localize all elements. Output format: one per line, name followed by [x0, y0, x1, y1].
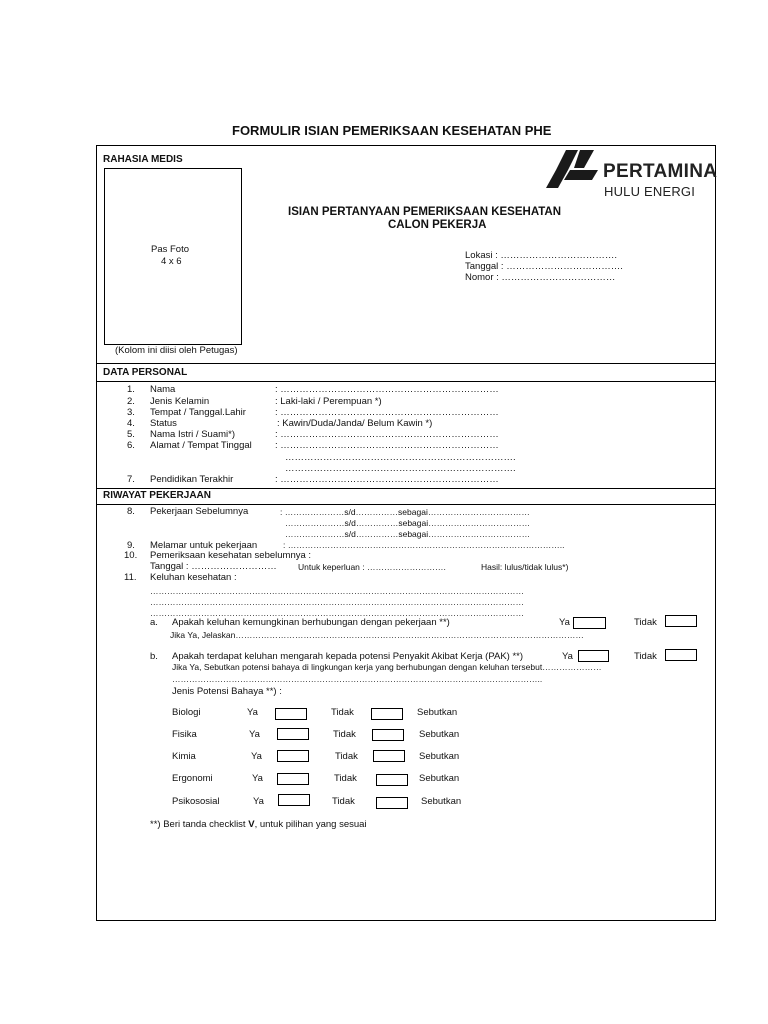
photo-size: 4 x 6	[161, 256, 182, 267]
pekerjaan-sebelumnya-field-3[interactable]: …………………s/d……………sebagai………………………………	[285, 529, 531, 539]
item-number: 7.	[127, 474, 135, 485]
question-a-ya-checkbox[interactable]	[573, 617, 606, 629]
pekerjaan-sebelumnya-field[interactable]: : …………………s/d……………sebagai………………………………	[280, 507, 530, 517]
item-number: 10.	[124, 550, 138, 561]
item-label: Pendidikan Terakhir	[150, 474, 234, 485]
hazard-sebutkan-label: Sebutkan	[419, 729, 460, 740]
hazard-biologi-tidak-checkbox[interactable]	[371, 708, 403, 720]
jenis-kelamin-field[interactable]: : Laki-laki / Perempuan *)	[275, 396, 382, 407]
hazard-tidak-label: Tidak	[333, 729, 356, 740]
divider	[96, 363, 716, 364]
item-label: Melamar untuk pekerjaan	[150, 540, 258, 551]
tanggal-field[interactable]: Tanggal : ……………………………….	[465, 261, 623, 272]
hazard-tidak-label: Tidak	[332, 796, 355, 807]
logo-wordmark: PERTAMINA	[603, 161, 718, 182]
hazard-biologi-ya-checkbox[interactable]	[275, 708, 307, 720]
item-label: Nama	[150, 384, 176, 395]
hazard-ya-label: Ya	[249, 729, 260, 740]
hazard-psikososial-ya-checkbox[interactable]	[278, 794, 310, 806]
question-b-tidak-checkbox[interactable]	[665, 649, 697, 661]
question-b-letter: b.	[150, 651, 158, 662]
hazard-sebutkan-label: Sebutkan	[417, 707, 458, 718]
pemeriksaan-tanggal-field[interactable]: Tanggal : ………………………	[150, 561, 277, 572]
question-a-letter: a.	[150, 617, 158, 628]
item-number: 1.	[127, 384, 135, 395]
item-label: Pekerjaan Sebelumnya	[150, 506, 249, 517]
hazard-ergonomi-ya-checkbox[interactable]	[277, 773, 309, 785]
melamar-field[interactable]: : ……………………………………………………………………………………..	[283, 540, 565, 550]
question-b-tidak-label: Tidak	[634, 651, 657, 662]
question-b-sebutkan-field-2[interactable]: …………………………………………………………………………………………………………………..	[172, 674, 543, 684]
item-label: Jenis Kelamin	[150, 396, 210, 407]
item-label: Keluhan kesehatan :	[150, 572, 237, 583]
item-number: 11.	[124, 572, 137, 583]
form-title: FORMULIR ISIAN PEMERIKSAAN KESEHATAN PHE	[232, 123, 552, 138]
keluhan-field-line3[interactable]: ……………………………………………………………………………………………………………………	[150, 608, 524, 618]
nama-field[interactable]: : ……………………………………………………………	[275, 384, 499, 395]
item-label: Pemeriksaan kesehatan sebelumnya :	[150, 550, 312, 561]
hazard-ya-label: Ya	[253, 796, 264, 807]
hazard-label: Fisika	[172, 729, 197, 740]
tempat-tanggal-lahir-field[interactable]: : ……………………………………………………………	[275, 407, 499, 418]
question-a-text: Apakah keluhan kemungkinan berhubungan dengan pekerjaan **)	[172, 617, 450, 628]
pemeriksaan-hasil-field[interactable]: Hasil: lulus/tidak lulus*)	[481, 562, 569, 572]
pertamina-logo-icon	[544, 150, 600, 190]
hazard-label: Biologi	[172, 707, 201, 718]
question-a-jelaskan-field[interactable]: Jika Ya, Jelaskan……………………………………………………………………………………………………………	[170, 630, 584, 640]
section-data-personal: DATA PERSONAL	[103, 367, 188, 378]
hazard-kimia-ya-checkbox[interactable]	[277, 750, 309, 762]
logo-subtitle: HULU ENERGI	[604, 184, 696, 199]
footnote	[150, 819, 367, 830]
item-number: 6.	[127, 440, 135, 451]
hazard-psikososial-tidak-checkbox[interactable]	[376, 797, 408, 809]
question-a-tidak-checkbox[interactable]	[665, 615, 697, 627]
item-label: Status	[150, 418, 177, 429]
section-rahasia-medis: RAHASIA MEDIS	[103, 154, 183, 165]
item-number: 8.	[127, 506, 135, 517]
question-b-sebutkan-field[interactable]: Jika Ya, Sebutkan potensi bahaya di lingkungan kerja yang berhubungan dengan keluhan tersebut…………………	[172, 662, 602, 672]
photo-label: Pas Foto	[151, 244, 190, 255]
divider	[96, 488, 716, 489]
hazard-label: Psikososial	[172, 796, 220, 807]
hazard-tidak-label: Tidak	[334, 773, 357, 784]
item-number: 5.	[127, 429, 135, 440]
divider	[96, 381, 716, 382]
question-b-text: Apakah terdapat keluhan mengarah kepada potensi Penyakit Akibat Kerja (PAK) **)	[172, 651, 524, 662]
keluhan-field-line2[interactable]: ……………………………………………………………………………………………………………………	[150, 597, 524, 607]
hazard-fisika-tidak-checkbox[interactable]	[372, 729, 404, 741]
hazard-ya-label: Ya	[252, 773, 263, 784]
question-a-ya-label: Ya	[559, 617, 570, 628]
form-subtitle-line2: CALON PEKERJA	[388, 219, 487, 231]
footnote-check-symbol: V	[248, 819, 255, 830]
status-field[interactable]: : Kawin/Duda/Janda/ Belum Kawin *)	[277, 418, 433, 429]
hazard-fisika-ya-checkbox[interactable]	[277, 728, 309, 740]
alamat-field-line2[interactable]: ……………………………………………………………….	[285, 452, 516, 463]
item-number: 9.	[127, 540, 135, 551]
footnote-text: **) Beri tanda checklist	[150, 819, 249, 830]
question-b-ya-label: Ya	[562, 651, 573, 662]
question-b-ya-checkbox[interactable]	[578, 650, 609, 662]
pekerjaan-sebelumnya-field-2[interactable]: …………………s/d……………sebagai………………………………	[285, 518, 531, 528]
hazard-tidak-label: Tidak	[331, 707, 354, 718]
question-a-tidak-label: Tidak	[634, 617, 657, 628]
footnote-text-end: , untuk pilihan yang sesuai	[254, 819, 367, 830]
item-number: 2.	[127, 396, 135, 407]
section-riwayat-pekerjaan: RIWAYAT PEKERJAAN	[103, 490, 211, 501]
form-subtitle-line1: ISIAN PERTANYAAN PEMERIKSAAN KESEHATAN	[288, 206, 562, 218]
item-number: 3.	[127, 407, 135, 418]
hazard-tidak-label: Tidak	[335, 751, 358, 762]
hazard-sebutkan-label: Sebutkan	[419, 773, 460, 784]
hazard-kimia-tidak-checkbox[interactable]	[373, 750, 405, 762]
alamat-field[interactable]: : ……………………………………………………………	[275, 440, 499, 451]
item-label: Tempat / Tanggal.Lahir	[150, 407, 246, 418]
alamat-field-line3[interactable]: ……………………………………………………………….	[285, 463, 516, 474]
pemeriksaan-keperluan-field[interactable]: Untuk keperluan : ……………………….	[298, 562, 446, 572]
lokasi-field[interactable]: Lokasi : ……………………………….	[465, 250, 618, 261]
photo-note: (Kolom ini diisi oleh Petugas)	[115, 345, 238, 356]
nomor-field[interactable]: Nomor : ………………………………	[465, 272, 616, 283]
hazard-ya-label: Ya	[247, 707, 258, 718]
hazard-sebutkan-label: Sebutkan	[421, 796, 462, 807]
pendidikan-field[interactable]: : ……………………………………………………………	[275, 474, 499, 485]
nama-pasangan-field[interactable]: : ……………………………………………………………	[275, 429, 499, 440]
divider	[96, 504, 716, 505]
hazard-sebutkan-label: Sebutkan	[419, 751, 460, 762]
hazard-label: Ergonomi	[172, 773, 213, 784]
item-label: Alamat / Tempat Tinggal	[150, 440, 252, 451]
keluhan-field-line1[interactable]: ……………………………………………………………………………………………………………………	[150, 586, 524, 596]
item-number: 4.	[127, 418, 135, 429]
hazard-ya-label: Ya	[251, 751, 262, 762]
hazard-ergonomi-tidak-checkbox[interactable]	[376, 774, 408, 786]
hazard-label: Kimia	[172, 751, 196, 762]
jenis-potensi-label: Jenis Potensi Bahaya **) :	[172, 686, 282, 697]
item-label: Nama Istri / Suami*)	[150, 429, 235, 440]
